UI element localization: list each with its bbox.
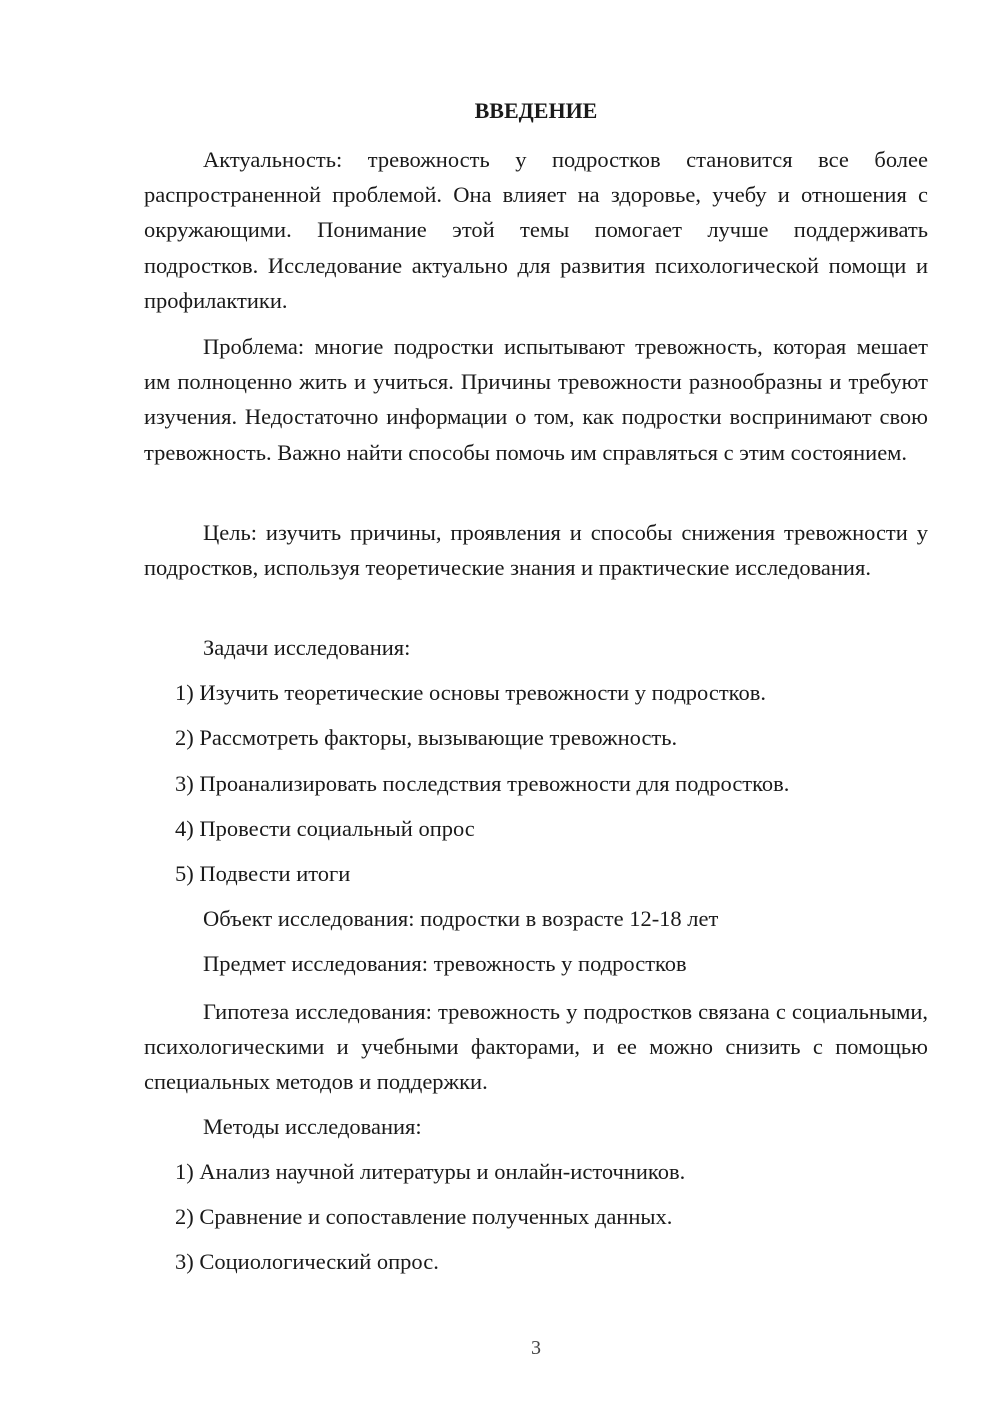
tasks-heading: Задачи исследования: <box>203 635 411 660</box>
page-number: 3 <box>531 1337 541 1359</box>
hypothesis-paragraph: Гипотеза исследования: тревожность у подростков связана с социальными, психологическими и учебными факторами, и ее можно снизить с помощью специальных методов и поддержки. <box>144 999 928 1095</box>
section-title: ВВЕДЕНИЕ <box>474 98 598 123</box>
task-item: 3) Проанализировать последствия тревожности для подростков. <box>175 771 790 796</box>
problem-paragraph: Проблема: многие подростки испытывают тревожность, которая мешает им полноценно жить и учиться. Причины тревожности разнообразны и требуют изучения. Недостаточно информации о том, как подростки воспринимают свою тревожность. Важно найти способы помочь им справляться с этим состоянием. <box>144 334 928 465</box>
relevance-paragraph: Актуальность: тревожность у подростков становится все более распространенной проблемой. Она влияет на здоровье, учебу и отношения с окружающими. Понимание этой темы помогает лучше поддерживать подростков. Исследование актуально для развития психологической помощи и профилактики. <box>144 147 928 313</box>
task-item: 1) Изучить теоретические основы тревожности у подростков. <box>175 680 766 705</box>
methods-heading: Методы исследования: <box>203 1114 422 1139</box>
method-item: 2) Сравнение и сопоставление полученных данных. <box>175 1204 673 1229</box>
research-object: Объект исследования: подростки в возрасте 12-18 лет <box>203 906 719 931</box>
task-item: 2) Рассмотреть факторы, вызывающие тревожность. <box>175 725 678 750</box>
document-page <box>144 0 928 1414</box>
goal-paragraph: Цель: изучить причины, проявления и способы снижения тревожности у подростков, используя теоретические знания и практические исследования. <box>144 520 928 581</box>
method-item: 3) Социологический опрос. <box>175 1249 439 1274</box>
task-item: 4) Провести социальный опрос <box>175 816 475 841</box>
method-item: 1) Анализ научной литературы и онлайн-источников. <box>175 1159 686 1184</box>
task-item: 5) Подвести итоги <box>175 861 351 886</box>
research-subject: Предмет исследования: тревожность у подростков <box>203 951 687 976</box>
